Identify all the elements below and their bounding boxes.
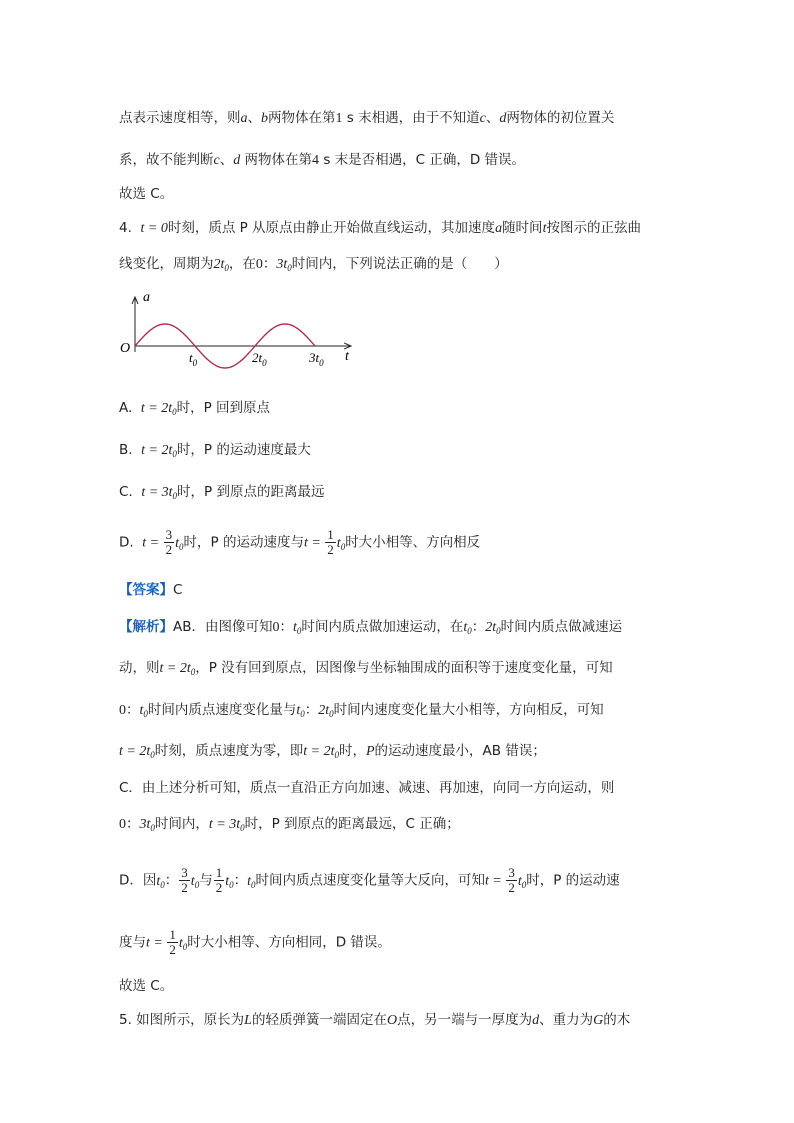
text: 动，则 [119, 660, 160, 676]
num: 0 [119, 817, 126, 832]
text-line-2 [119, 150, 525, 171]
text: 的木 [603, 1012, 631, 1028]
subscript: 0 [340, 541, 346, 552]
two-t0 [318, 703, 333, 718]
text: 时间内质点速度变化量等大反向，可知 [255, 872, 485, 889]
text: t [178, 935, 183, 951]
text: 随时间 [502, 220, 543, 236]
option-label: A. [119, 400, 133, 416]
equation [209, 817, 245, 832]
text: ： [126, 702, 140, 718]
text: 时，P 的运动速 [526, 872, 620, 889]
text: 时，P 的运动速度与 [183, 534, 304, 551]
x-axis-label: t [345, 349, 349, 364]
var-c: c [479, 111, 486, 126]
subscript: 0 [334, 750, 339, 760]
option-label: B. [119, 442, 133, 458]
text: AB．由图像可知 [173, 619, 273, 635]
text: 的轻质弹簧一端固定在 [251, 1012, 387, 1028]
analysis-line-4 [119, 741, 546, 765]
denominator: 2 [508, 880, 515, 895]
text: 时间内，下列说法正确的是（ ） [291, 256, 508, 272]
text: t [296, 703, 301, 718]
text: t [156, 873, 161, 889]
analysis-line-5: C．由上述分析可知，质点一直沿正方向加速、减速、再加速，向同一方向运动，则 [119, 780, 615, 796]
fraction [506, 866, 517, 895]
text: 5. 如图所示，原长为 [119, 1012, 245, 1028]
subscript: 0 [496, 626, 501, 636]
period [214, 257, 229, 272]
subscript: 0 [229, 879, 234, 890]
equation [119, 744, 155, 759]
text: 点表示速度相等，则 [119, 110, 241, 126]
text: 2t [139, 744, 151, 759]
var-a: a [240, 111, 248, 126]
t0 [175, 536, 183, 551]
var-a: a [495, 221, 503, 236]
equation: t = 0 [140, 221, 168, 236]
text: 3t [229, 817, 241, 832]
fraction [179, 866, 190, 895]
answer-value: C [173, 582, 183, 598]
text: 2t [213, 257, 225, 272]
var-d: d [532, 1013, 540, 1028]
var-c: c [213, 153, 220, 168]
var-t: t [542, 221, 547, 236]
tick-sub: 0 [192, 358, 198, 368]
option-a [119, 398, 270, 422]
denominator: 2 [215, 880, 223, 895]
option-label: C. [119, 484, 133, 500]
numerator: 1 [215, 865, 223, 880]
text: ： [164, 872, 179, 889]
denominator: 2 [165, 542, 173, 557]
analysis-line-8 [119, 928, 391, 957]
text: t [463, 620, 468, 635]
text: 、 [485, 110, 500, 126]
text: 时大小相等、方向相同，D 错误。 [187, 934, 391, 951]
equation [141, 401, 177, 416]
text: D．因 [119, 872, 157, 889]
text: 两物体在第 [244, 152, 313, 168]
numerator: 1 [169, 927, 176, 942]
subscript: 0 [190, 667, 196, 677]
analysis-line-2 [119, 658, 613, 682]
text: 时间内速度变化量大小相等，方向相反，可知 [333, 702, 604, 718]
tick-sub: 0 [319, 358, 324, 368]
option-b [119, 440, 311, 464]
tick-text: t [189, 350, 193, 365]
subscript: 0 [143, 709, 148, 719]
text: t [139, 703, 144, 718]
var-d: d [233, 153, 241, 168]
option-d [119, 528, 480, 557]
subscript: 0 [150, 750, 155, 760]
tick-t0 [189, 350, 198, 368]
var-d: d [499, 111, 507, 126]
t0 [191, 874, 199, 889]
text: t = [119, 744, 140, 759]
equation [141, 485, 177, 500]
subscript: 0 [521, 879, 527, 890]
unit: s [323, 152, 331, 168]
text: 3t [276, 257, 288, 272]
text: 3t [161, 485, 173, 500]
text: 2t [179, 661, 191, 676]
text: t [247, 873, 251, 889]
subscript: 0 [224, 263, 229, 273]
denominator: 2 [169, 942, 176, 957]
text: 2t [161, 443, 173, 458]
text: t = [159, 661, 180, 676]
subscript: 0 [150, 823, 155, 833]
text: 时大小相等、方向相反 [345, 534, 481, 551]
text: t [336, 535, 341, 551]
y-axis-label: a [143, 290, 150, 305]
tick-sub: 0 [262, 358, 267, 368]
fraction [164, 528, 175, 557]
tick-2t0 [252, 350, 267, 368]
interval-end [276, 257, 291, 272]
num: 0 [272, 620, 280, 635]
analysis-line-1 [119, 617, 622, 641]
text: 时间内质点速度变化量与 [147, 702, 297, 718]
two-t0 [485, 620, 500, 635]
text: t [225, 873, 230, 889]
text: ： [279, 619, 293, 635]
text: t = [142, 535, 163, 551]
text: t = [140, 401, 162, 416]
subscript: 0 [172, 407, 177, 417]
tick-text: 3t [309, 350, 320, 365]
subscript: 0 [172, 491, 178, 501]
text: 末是否相遇，C 正确，D 错误。 [334, 152, 526, 168]
subscript: 0 [182, 941, 188, 952]
subscript: 0 [160, 879, 165, 890]
text: 时间内质点做减速运 [500, 619, 623, 635]
answer-line [119, 580, 182, 600]
t0 [463, 620, 471, 635]
text: 2t [323, 744, 335, 759]
subscript: 0 [250, 879, 256, 890]
t0 [337, 536, 345, 551]
text: ： [304, 702, 319, 718]
text: 与 [199, 872, 213, 889]
numerator: 1 [327, 527, 334, 542]
text: ： [471, 619, 486, 635]
text: 时间内， [154, 816, 209, 832]
text: 2t [485, 620, 497, 635]
choose-c-final: 故选 C。 [119, 978, 174, 994]
var-g: G [593, 1013, 604, 1028]
subscript: 0 [296, 626, 302, 636]
subscript: 0 [329, 709, 334, 719]
text: t [517, 873, 522, 889]
option-label: D. [119, 534, 134, 551]
text: 两物体在第 [268, 110, 336, 126]
text: 3t [139, 817, 151, 832]
unit: s [346, 110, 354, 126]
t0 [225, 874, 233, 889]
text: t = [303, 535, 325, 551]
analysis-line-3 [119, 700, 604, 724]
text: 系，故不能判断 [119, 152, 214, 168]
text: ，在 [228, 256, 256, 272]
text: 时，P 回到原点 [176, 400, 271, 416]
numerator: 3 [181, 865, 188, 880]
three-t0 [140, 817, 155, 832]
numerator: 3 [508, 865, 515, 880]
denominator: 2 [327, 542, 334, 557]
fraction [214, 866, 225, 895]
num: 1 [335, 111, 343, 126]
question-5-line-1 [119, 1010, 630, 1031]
t0 [140, 703, 148, 718]
text: t [175, 535, 180, 551]
choose-c: 故选 C。 [119, 186, 174, 202]
num: 0 [255, 257, 263, 272]
t0 [156, 874, 164, 889]
analysis-tag: 【解析】 [119, 619, 173, 635]
text: ： [262, 256, 277, 272]
text: 、 [247, 110, 261, 126]
question-4-line-2 [119, 254, 508, 278]
equation [303, 744, 339, 759]
subscript: 0 [179, 541, 184, 552]
denominator: 2 [181, 880, 188, 895]
text: t [293, 620, 297, 635]
text: ，P 没有回到原点，因图像与坐标轴围成的面积等于速度变化量，可知 [195, 660, 613, 676]
text-line-1 [119, 108, 614, 129]
analysis-line-7 [119, 866, 620, 895]
text: ： [233, 872, 248, 889]
t0 [296, 703, 304, 718]
sine-graph [115, 286, 365, 374]
tick-3t0 [308, 350, 324, 368]
fraction [167, 928, 178, 957]
text: 时，P 到原点的距离最远 [177, 484, 325, 500]
var-o: O [386, 1013, 398, 1028]
text: t = [146, 935, 167, 951]
subscript: 0 [287, 263, 292, 273]
text: 末相遇，由于不知道 [358, 110, 480, 126]
text: 按图示的正弦曲 [546, 220, 641, 236]
text: 时，P 的运动速度最大 [176, 442, 311, 458]
text: 时， [338, 743, 366, 759]
equation [160, 661, 196, 676]
var-b: b [261, 111, 268, 126]
text: t = [141, 443, 162, 458]
text: 点，另一端与一厚度为 [397, 1012, 533, 1028]
num: 0 [119, 703, 126, 718]
text: 、 [219, 152, 234, 168]
subscript: 0 [300, 709, 305, 719]
equation [141, 443, 177, 458]
text: 时，P 到原点的距离最远，C 正确； [244, 816, 460, 832]
text: 度与 [119, 934, 146, 951]
text: t = [208, 817, 230, 832]
text: 2t [161, 401, 173, 416]
answer-tag: 【答案】 [119, 582, 173, 598]
text: t = [303, 744, 324, 759]
text: 时间内质点做加速运动，在 [301, 619, 464, 635]
text: t = [141, 485, 162, 500]
var-p: P [365, 744, 375, 759]
text: ： [126, 816, 140, 832]
subscript: 0 [240, 823, 245, 833]
text: 的运动速度最小，AB 错误； [374, 743, 546, 759]
text: 、重力为 [539, 1012, 594, 1028]
text: 时刻，质点 P 从原点由静止开始做直线运动，其加速度 [167, 220, 496, 236]
var-l: L [244, 1013, 252, 1028]
subscript: 0 [194, 879, 200, 890]
t0 [518, 874, 526, 889]
text: 时刻，质点速度为零，即 [154, 743, 304, 759]
numerator: 3 [165, 527, 173, 542]
option-c [119, 482, 324, 506]
subscript: 0 [467, 626, 472, 636]
tick-text: 2t [252, 350, 263, 365]
text: 2t [318, 703, 330, 718]
subscript: 0 [172, 449, 177, 459]
fraction [325, 528, 336, 557]
question-number: 4. [119, 220, 132, 236]
text: t = [484, 873, 506, 889]
text: t [190, 873, 195, 889]
num: 4 [312, 153, 320, 168]
question-4-line-1 [119, 218, 641, 239]
origin-label: O [120, 341, 131, 356]
t0 [179, 936, 187, 951]
text: 线变化，周期为 [119, 256, 214, 272]
text: 两物体的初位置关 [506, 110, 615, 126]
analysis-line-6 [119, 814, 460, 838]
